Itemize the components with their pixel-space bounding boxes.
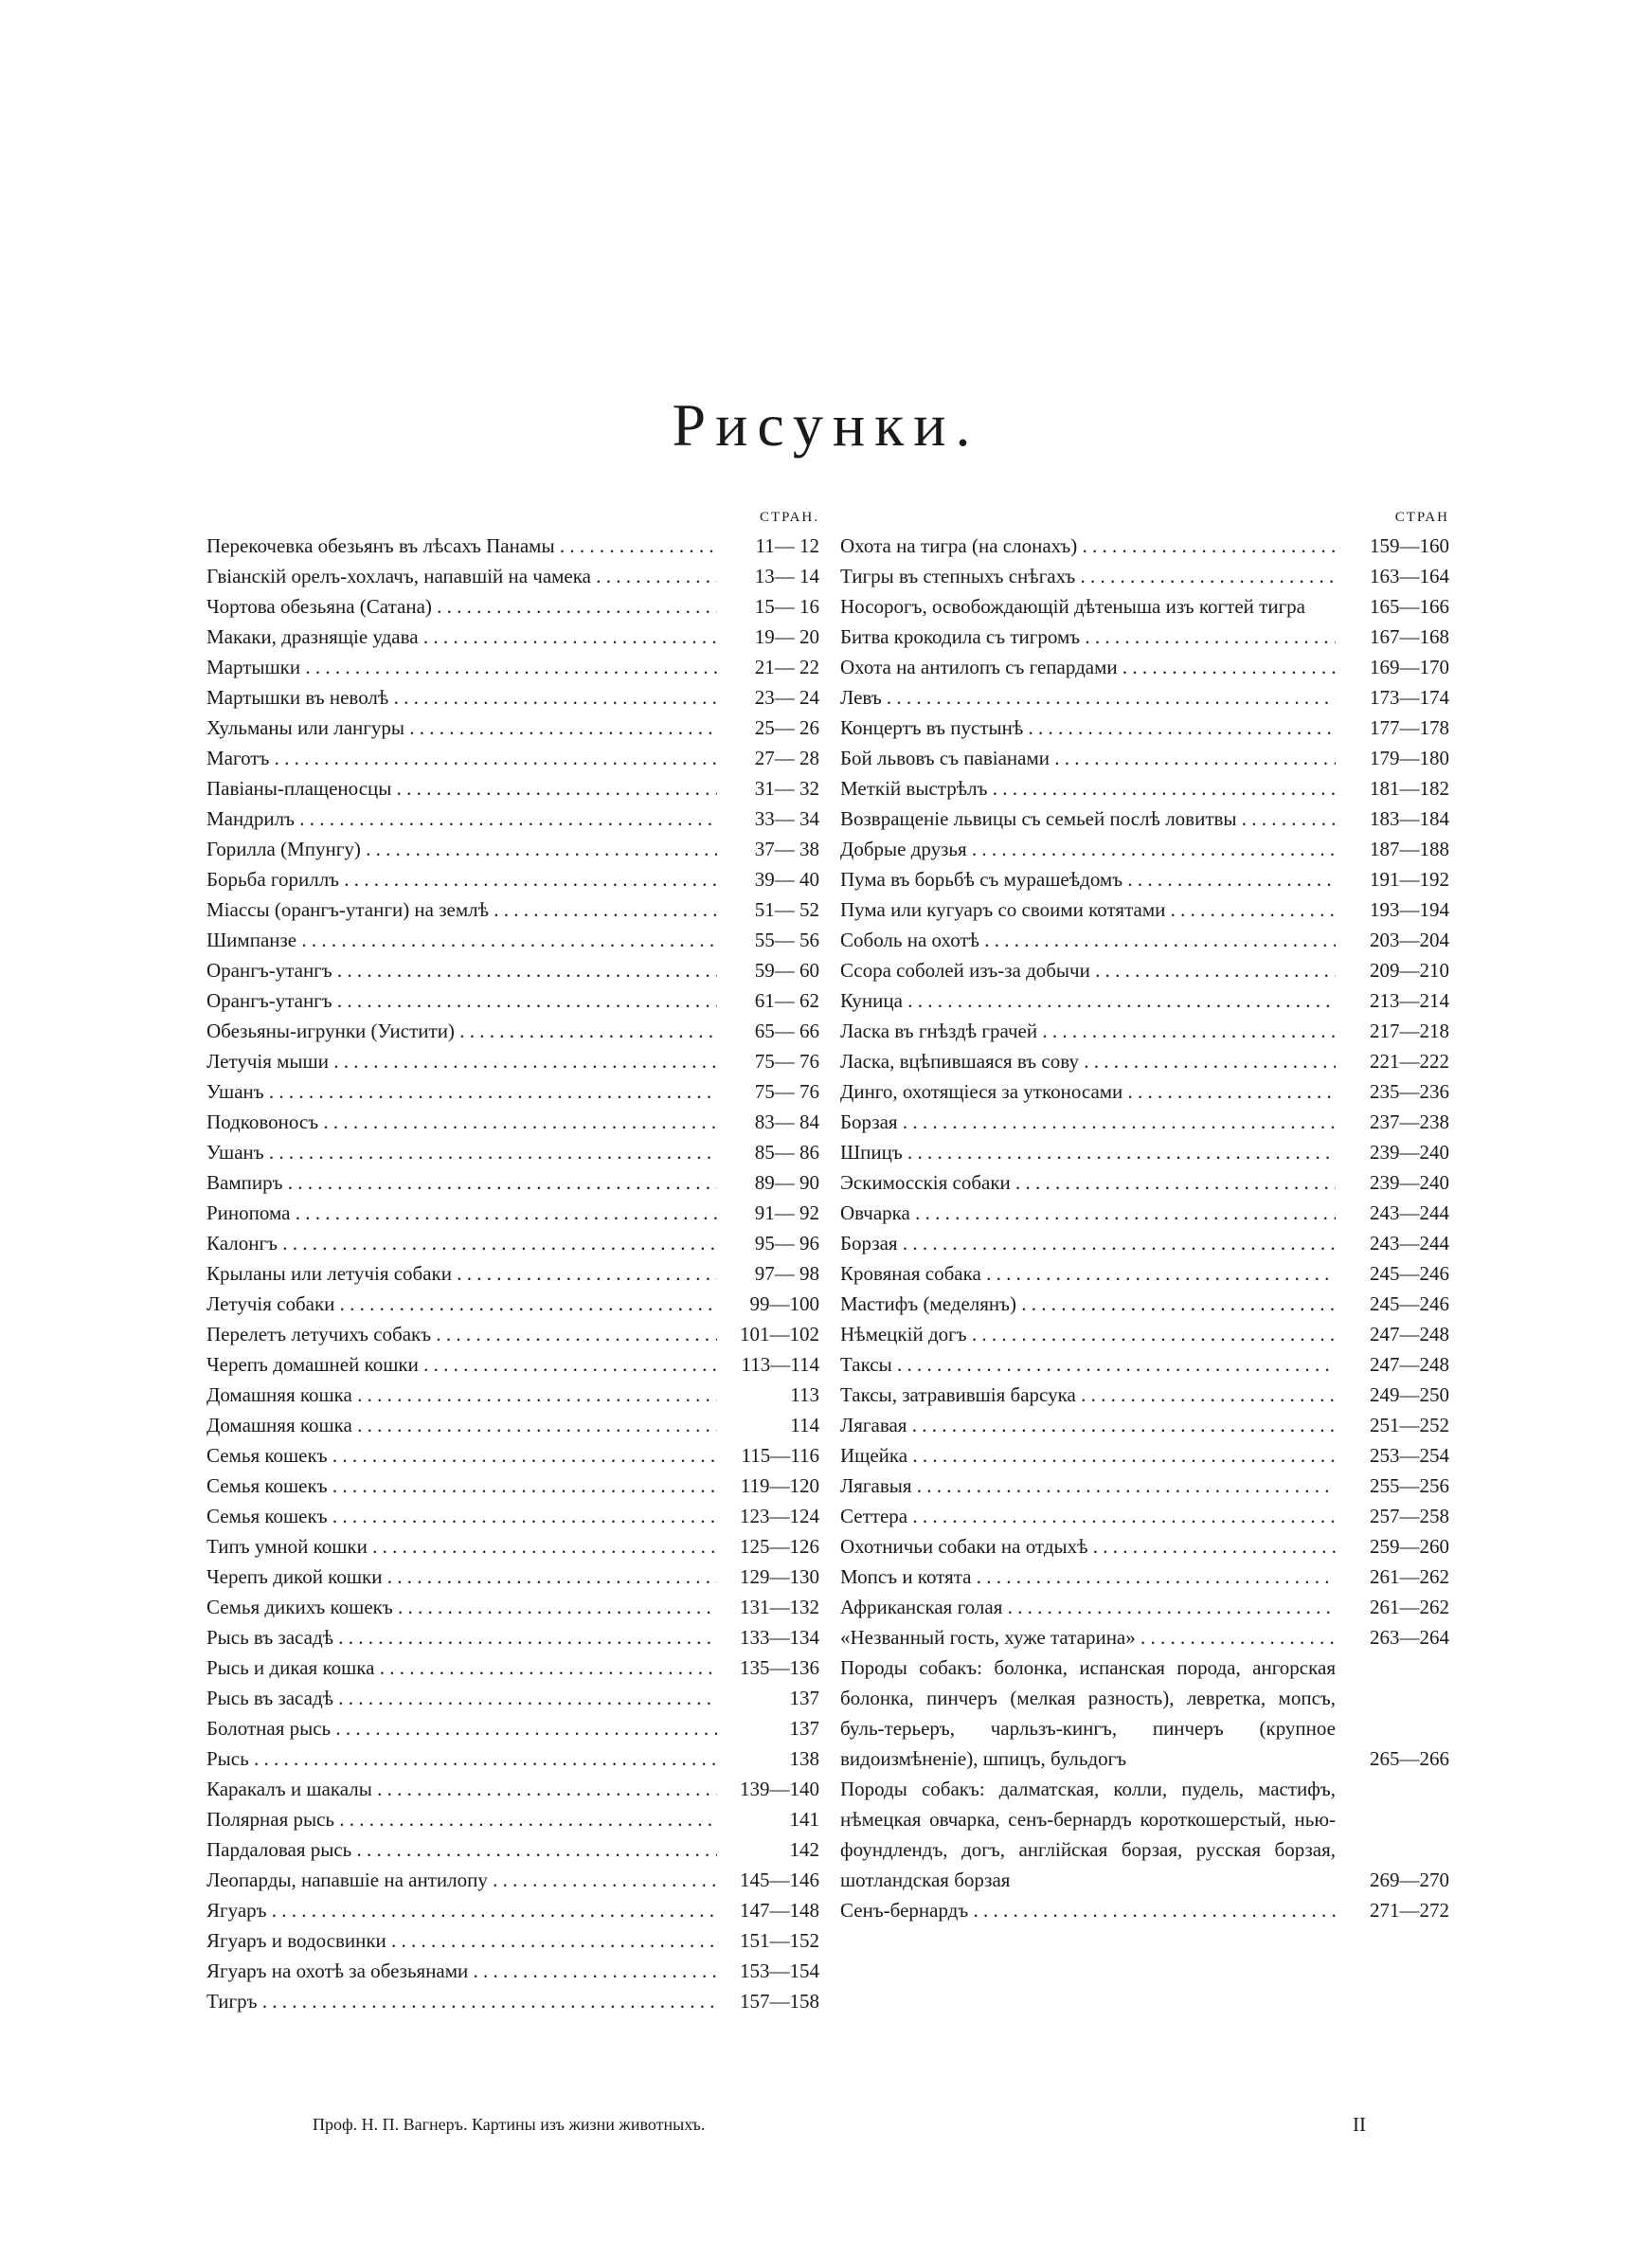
entry-pages: 89— 90 bbox=[754, 1171, 819, 1194]
contents-entry bbox=[206, 1137, 819, 1167]
entry-pages: 142 bbox=[789, 1838, 819, 1861]
contents-entry bbox=[206, 1834, 819, 1865]
entry-title: Ягуаръ . . . bbox=[206, 1895, 717, 1925]
entry-title: Охота на тигра (на слонахъ) . . . bbox=[840, 531, 1336, 561]
contents-entry bbox=[840, 1501, 1449, 1531]
entry-title: Шпицъ . . . bbox=[840, 1137, 1336, 1167]
entry-title: Породы собакъ: болонка, испанская порода, ангорская болонка, пинчеръ (мелкая разность), левретка, мопсъ, буль-терьеръ, чарльзъ-кингъ, пинчеръ (крупное видоизмѣненіе), шпицъ, бульдогъ bbox=[840, 1656, 1336, 1770]
entry-pages: 251—252 bbox=[1370, 1414, 1449, 1436]
contents-entry bbox=[206, 1349, 819, 1380]
entry-pages: 27— 28 bbox=[754, 747, 819, 769]
contents-entry bbox=[206, 1895, 819, 1925]
contents-entry bbox=[206, 1743, 819, 1774]
entry-title: Добрые друзья . . . bbox=[840, 834, 1336, 864]
entry-pages: 39— 40 bbox=[754, 868, 819, 891]
contents-entry bbox=[206, 682, 819, 713]
entry-title: Семья кошекъ . . . bbox=[206, 1501, 717, 1531]
contents-entry bbox=[206, 925, 819, 955]
entry-pages: 193—194 bbox=[1370, 898, 1449, 921]
entry-title: Кровяная собака . . . bbox=[840, 1258, 1336, 1289]
entry-title: Пардаловая рысь . . . bbox=[206, 1834, 717, 1865]
contents-entry bbox=[840, 1076, 1449, 1107]
entry-title: Полярная рысь . . . bbox=[206, 1804, 717, 1834]
entry-title: Маготъ . . . bbox=[206, 743, 717, 773]
contents-entry bbox=[840, 1258, 1449, 1289]
contents-entry bbox=[206, 1471, 819, 1501]
contents-entry bbox=[840, 591, 1449, 622]
contents-entry bbox=[206, 1713, 819, 1743]
entry-title: Охота на антилопъ съ гепардами . . . bbox=[840, 652, 1336, 682]
contents-entry bbox=[206, 1956, 819, 1986]
contents-entry bbox=[206, 894, 819, 925]
contents-entry bbox=[840, 1652, 1449, 1774]
entry-pages: 159—160 bbox=[1370, 534, 1449, 557]
entry-title: Сенъ-бернардъ . . . bbox=[840, 1895, 1336, 1925]
entry-pages: 165—166 bbox=[1370, 595, 1449, 618]
entry-pages: 257—258 bbox=[1370, 1505, 1449, 1527]
contents-entry bbox=[840, 1562, 1449, 1592]
contents-entry bbox=[206, 1046, 819, 1076]
entry-title: Битва крокодила съ тигромъ . . . bbox=[840, 622, 1336, 652]
contents-entry bbox=[206, 1167, 819, 1198]
entry-title: Перелетъ летучихъ собакъ . . . bbox=[206, 1319, 717, 1349]
page-number: II bbox=[1353, 2113, 1366, 2136]
entry-title: Мопсъ и котята . . . bbox=[840, 1562, 1336, 1592]
entry-title: Семья кошекъ . . . bbox=[206, 1440, 717, 1471]
entry-pages: 137 bbox=[789, 1717, 819, 1740]
contents-entry bbox=[840, 1622, 1449, 1652]
entry-pages: 245—246 bbox=[1370, 1262, 1449, 1285]
contents-entry bbox=[206, 1652, 819, 1683]
right-entries bbox=[840, 531, 1449, 1925]
contents-entry bbox=[206, 1380, 819, 1410]
entry-title: Чортова обезьяна (Сатана) . . . bbox=[206, 591, 717, 622]
entry-pages: 91— 92 bbox=[754, 1201, 819, 1224]
entry-pages: 181—182 bbox=[1370, 777, 1449, 800]
entry-title: Обезьяны-игрунки (Уистити) . . . bbox=[206, 1016, 717, 1046]
entry-pages: 125—126 bbox=[740, 1535, 819, 1558]
entry-title: Левъ . . . bbox=[840, 682, 1336, 713]
entry-pages: 271—272 bbox=[1370, 1899, 1449, 1922]
entry-title: Хульманы или лангуры . . . bbox=[206, 713, 717, 743]
entry-title: Шимпанзе . . . bbox=[206, 925, 717, 955]
contents-entry bbox=[840, 803, 1449, 834]
contents-entry bbox=[206, 1986, 819, 2016]
entry-title: Ушанъ . . . bbox=[206, 1076, 717, 1107]
entry-pages: 75— 76 bbox=[754, 1080, 819, 1103]
entry-title: Куница . . . bbox=[840, 985, 1336, 1016]
entry-title: Охотничьи собаки на отдыхѣ . . . bbox=[840, 1531, 1336, 1562]
entry-pages: 123—124 bbox=[740, 1505, 819, 1527]
entry-pages: 173—174 bbox=[1370, 686, 1449, 709]
entry-title: Орангъ-утангъ . . . bbox=[206, 955, 717, 985]
entry-title: Гвіанскій орелъ-хохлачъ, напавшій на чамека . . . bbox=[206, 561, 717, 591]
entry-pages: 37— 38 bbox=[754, 838, 819, 860]
contents-entry bbox=[840, 622, 1449, 652]
contents-entry bbox=[840, 1016, 1449, 1046]
entry-pages: 147—148 bbox=[740, 1899, 819, 1922]
entry-pages: 99—100 bbox=[749, 1292, 819, 1315]
contents-entry bbox=[840, 1895, 1449, 1925]
left-entries bbox=[206, 531, 819, 2016]
entry-title: Семья дикихъ кошекъ . . . bbox=[206, 1592, 717, 1622]
entry-title: Пума или кугуаръ со своими котятами . . . bbox=[840, 894, 1336, 925]
entry-title: Крыланы или летучія собаки . . . bbox=[206, 1258, 717, 1289]
entry-title: Борьба гориллъ . . . bbox=[206, 864, 717, 894]
contents-entry bbox=[840, 561, 1449, 591]
contents-entry bbox=[840, 743, 1449, 773]
entry-title: Возвращеніе львицы съ семьей послѣ ловитвы . . . bbox=[840, 803, 1336, 834]
contents-entry bbox=[206, 713, 819, 743]
entry-pages: 255—256 bbox=[1370, 1474, 1449, 1497]
entry-pages: 13— 14 bbox=[754, 565, 819, 587]
entry-title: Эскимосскія собаки . . . bbox=[840, 1167, 1336, 1198]
contents-entry bbox=[206, 834, 819, 864]
entry-pages: 265—266 bbox=[1370, 1747, 1449, 1770]
entry-pages: 259—260 bbox=[1370, 1535, 1449, 1558]
contents-entry bbox=[840, 1289, 1449, 1319]
entry-title: Болотная рысь . . . bbox=[206, 1713, 717, 1743]
contents-entry bbox=[206, 864, 819, 894]
contents-entry bbox=[840, 1137, 1449, 1167]
entry-pages: 157—158 bbox=[740, 1990, 819, 2013]
entry-title: Пума въ борьбѣ съ мурашеѣдомъ . . . bbox=[840, 864, 1336, 894]
contents-entry bbox=[840, 1380, 1449, 1410]
contents-entry bbox=[840, 652, 1449, 682]
contents-entry bbox=[206, 1016, 819, 1046]
entry-title: Меткій выстрѣлъ . . . bbox=[840, 773, 1336, 803]
entry-pages: 235—236 bbox=[1370, 1080, 1449, 1103]
entry-title: Концертъ въ пустынѣ . . . bbox=[840, 713, 1336, 743]
entry-title: Подковоносъ . . . bbox=[206, 1107, 717, 1137]
entry-title: Міассы (орангъ-утанги) на землѣ . . . bbox=[206, 894, 717, 925]
contents-entry bbox=[840, 1107, 1449, 1137]
contents-entry bbox=[206, 652, 819, 682]
contents-entry bbox=[840, 531, 1449, 561]
entry-title: Мартышки . . . bbox=[206, 652, 717, 682]
contents-entry bbox=[840, 713, 1449, 743]
contents-entry bbox=[206, 1531, 819, 1562]
contents-entry bbox=[840, 682, 1449, 713]
contents-entry bbox=[206, 1804, 819, 1834]
entry-title: Мартышки въ неволѣ . . . bbox=[206, 682, 717, 713]
contents-entry bbox=[840, 834, 1449, 864]
contents-entry bbox=[840, 864, 1449, 894]
entry-title: Носорогъ, освобождающій дѣтеныша изъ когтей тигра bbox=[840, 595, 1305, 618]
entry-title: Таксы . . . bbox=[840, 1349, 1336, 1380]
entry-pages: 187—188 bbox=[1370, 838, 1449, 860]
entry-pages: 167—168 bbox=[1370, 625, 1449, 648]
entry-pages: 131—132 bbox=[740, 1596, 819, 1618]
entry-title: Ласка, вцѣпившаяся въ сову . . . bbox=[840, 1046, 1336, 1076]
entry-title: Рысь въ засадѣ . . . bbox=[206, 1622, 717, 1652]
entry-pages: 191—192 bbox=[1370, 868, 1449, 891]
entry-pages: 217—218 bbox=[1370, 1020, 1449, 1042]
entry-pages: 269—270 bbox=[1370, 1869, 1449, 1891]
entry-title: Летучія мыши . . . bbox=[206, 1046, 717, 1076]
entry-pages: 129—130 bbox=[740, 1565, 819, 1588]
entry-pages: 135—136 bbox=[740, 1656, 819, 1679]
entry-title: Сеттера . . . bbox=[840, 1501, 1336, 1531]
entry-title: Перекочевка обезьянъ въ лѣсахъ Панамы . . . bbox=[206, 531, 717, 561]
entry-pages: 139—140 bbox=[740, 1778, 819, 1800]
entry-title: Рысь въ засадѣ . . . bbox=[206, 1683, 717, 1713]
entry-pages: 243—244 bbox=[1370, 1201, 1449, 1224]
entry-pages: 249—250 bbox=[1370, 1383, 1449, 1406]
entry-title: Рысь . . . bbox=[206, 1743, 717, 1774]
entry-pages: 247—248 bbox=[1370, 1353, 1449, 1376]
entry-pages: 15— 16 bbox=[754, 595, 819, 618]
entry-title: Нѣмецкій догъ . . . bbox=[840, 1319, 1336, 1349]
entry-title: Горилла (Мпунгу) . . . bbox=[206, 834, 717, 864]
contents-entry bbox=[840, 894, 1449, 925]
entry-title: Ринопома . . . bbox=[206, 1198, 717, 1228]
entry-pages: 153—154 bbox=[740, 1959, 819, 1982]
entry-pages: 141 bbox=[789, 1808, 819, 1831]
contents-entry bbox=[840, 1774, 1449, 1895]
contents-entry bbox=[840, 1167, 1449, 1198]
entry-title: Динго, охотящіеся за утконосами . . . bbox=[840, 1076, 1336, 1107]
entry-pages: 101—102 bbox=[740, 1323, 819, 1345]
contents-entry bbox=[840, 1319, 1449, 1349]
entry-title: Бой львовъ съ павіанами . . . bbox=[840, 743, 1336, 773]
entry-pages: 263—264 bbox=[1370, 1626, 1449, 1649]
entry-pages: 19— 20 bbox=[754, 625, 819, 648]
entry-title: Ласка въ гнѣздѣ грачей . . . bbox=[840, 1016, 1336, 1046]
contents-entry bbox=[206, 1198, 819, 1228]
entry-pages: 85— 86 bbox=[754, 1141, 819, 1164]
contents-entry bbox=[206, 561, 819, 591]
entry-title: Орангъ-утангъ . . . bbox=[206, 985, 717, 1016]
entry-title: Павіаны-плащеносцы . . . bbox=[206, 773, 717, 803]
entry-pages: 25— 26 bbox=[754, 716, 819, 739]
entry-title: Африканская голая . . . bbox=[840, 1592, 1336, 1622]
contents-entry bbox=[206, 1258, 819, 1289]
entry-pages: 51— 52 bbox=[754, 898, 819, 921]
entry-pages: 115—116 bbox=[741, 1444, 819, 1467]
entry-pages: 133—134 bbox=[740, 1626, 819, 1649]
contents-entry bbox=[206, 1865, 819, 1895]
entry-pages: 247—248 bbox=[1370, 1323, 1449, 1345]
entry-pages: 75— 76 bbox=[754, 1050, 819, 1073]
contents-entry bbox=[206, 1622, 819, 1652]
entry-title: Летучія собаки . . . bbox=[206, 1289, 717, 1319]
entry-title: Домашняя кошка . . . bbox=[206, 1380, 717, 1410]
entry-pages: 145—146 bbox=[740, 1869, 819, 1891]
contents-entry bbox=[840, 925, 1449, 955]
entry-pages: 163—164 bbox=[1370, 565, 1449, 587]
entry-title: Черепъ дикой кошки . . . bbox=[206, 1562, 717, 1592]
entry-pages: 151—152 bbox=[740, 1929, 819, 1952]
entry-title: Ушанъ . . . bbox=[206, 1137, 717, 1167]
entry-title: Борзая . . . bbox=[840, 1228, 1336, 1258]
contents-entry bbox=[206, 1107, 819, 1137]
entry-pages: 243—244 bbox=[1370, 1232, 1449, 1255]
page-title: Рисунки. bbox=[672, 391, 980, 459]
contents-entry bbox=[206, 1562, 819, 1592]
contents-entry bbox=[840, 1228, 1449, 1258]
entry-title: Ищейка . . . bbox=[840, 1440, 1336, 1471]
entry-pages: 31— 32 bbox=[754, 777, 819, 800]
entry-pages: 203—204 bbox=[1370, 929, 1449, 951]
entry-title: Черепъ домашней кошки . . . bbox=[206, 1349, 717, 1380]
entry-pages: 245—246 bbox=[1370, 1292, 1449, 1315]
entry-title: Соболь на охотѣ . . . bbox=[840, 925, 1336, 955]
entry-pages: 55— 56 bbox=[754, 929, 819, 951]
right-column bbox=[840, 504, 1449, 1925]
entry-title: Макаки, дразнящіе удава . . . bbox=[206, 622, 717, 652]
contents-entry bbox=[206, 1228, 819, 1258]
contents-entry bbox=[206, 1592, 819, 1622]
entry-title: Лягавыя . . . bbox=[840, 1471, 1336, 1501]
left-column bbox=[206, 504, 819, 2016]
contents-entry bbox=[840, 955, 1449, 985]
contents-entry bbox=[840, 1592, 1449, 1622]
contents-entry bbox=[206, 531, 819, 561]
entry-title: Ягуаръ на охотѣ за обезьянами . . . bbox=[206, 1956, 717, 1986]
entry-pages: 23— 24 bbox=[754, 686, 819, 709]
footer-caption: Проф. Н. П. Вагнеръ. Картины изъ жизни животныхъ. bbox=[313, 2115, 706, 2134]
contents-entry bbox=[840, 1198, 1449, 1228]
entry-pages: 177—178 bbox=[1370, 716, 1449, 739]
entry-pages: 239—240 bbox=[1370, 1141, 1449, 1164]
entry-title: «Незванный гость, хуже татарина» . . . bbox=[840, 1622, 1336, 1652]
contents-entry bbox=[206, 985, 819, 1016]
entry-title: Мастифъ (меделянъ) . . . bbox=[840, 1289, 1336, 1319]
left-column-header: СТРАН. bbox=[759, 510, 819, 525]
entry-pages: 261—262 bbox=[1370, 1596, 1449, 1618]
contents-entry bbox=[206, 743, 819, 773]
entry-title: Рысь и дикая кошка . . . bbox=[206, 1652, 717, 1683]
entry-pages: 239—240 bbox=[1370, 1171, 1449, 1194]
entry-title: Таксы, затравившія барсука . . . bbox=[840, 1380, 1336, 1410]
entry-title: Семья кошекъ . . . bbox=[206, 1471, 717, 1501]
entry-title: Породы собакъ: далматская, колли, пудель, мастифъ, нѣмецкая овчарка, сенъ-бернардъ короткошерстый, нью-фоундлендъ, догъ, англійская борзая, русская борзая, шотландская борзая bbox=[840, 1778, 1336, 1891]
entry-pages: 83— 84 bbox=[754, 1110, 819, 1133]
contents-entry bbox=[840, 1471, 1449, 1501]
entry-pages: 119—120 bbox=[740, 1474, 819, 1497]
contents-entry bbox=[206, 1925, 819, 1956]
entry-pages: 138 bbox=[789, 1747, 819, 1770]
contents-entry bbox=[206, 955, 819, 985]
entry-pages: 261—262 bbox=[1370, 1565, 1449, 1588]
contents-entry bbox=[206, 1410, 819, 1440]
contents-entry bbox=[206, 1501, 819, 1531]
contents-entry bbox=[206, 1319, 819, 1349]
contents-entry bbox=[840, 1349, 1449, 1380]
entry-title: Каракалъ и шакалы . . . bbox=[206, 1774, 717, 1804]
entry-pages: 114 bbox=[790, 1414, 819, 1436]
entry-title: Домашняя кошка . . . bbox=[206, 1410, 717, 1440]
entry-pages: 113 bbox=[790, 1383, 819, 1406]
entry-pages: 253—254 bbox=[1370, 1444, 1449, 1467]
entry-pages: 11— 12 bbox=[755, 534, 819, 557]
entry-pages: 61— 62 bbox=[754, 989, 819, 1012]
contents-entry bbox=[206, 622, 819, 652]
contents-entry bbox=[206, 1076, 819, 1107]
entry-pages: 33— 34 bbox=[754, 807, 819, 830]
right-column-header: СТРАН bbox=[1394, 510, 1449, 525]
entry-title: Лягавая . . . bbox=[840, 1410, 1336, 1440]
contents-entry bbox=[840, 1440, 1449, 1471]
contents-entry bbox=[206, 1289, 819, 1319]
entry-pages: 213—214 bbox=[1370, 989, 1449, 1012]
contents-entry bbox=[840, 1531, 1449, 1562]
entry-pages: 183—184 bbox=[1370, 807, 1449, 830]
entry-pages: 21— 22 bbox=[754, 656, 819, 678]
entry-title: Мандрилъ . . . bbox=[206, 803, 717, 834]
entry-pages: 221—222 bbox=[1370, 1050, 1449, 1073]
contents-entry bbox=[206, 591, 819, 622]
entry-pages: 169—170 bbox=[1370, 656, 1449, 678]
entry-pages: 179—180 bbox=[1370, 747, 1449, 769]
entry-title: Тигры въ степныхъ снѣгахъ . . . bbox=[840, 561, 1336, 591]
entry-title: Овчарка . . . bbox=[840, 1198, 1336, 1228]
entry-pages: 95— 96 bbox=[754, 1232, 819, 1255]
entry-title: Вампиръ . . . bbox=[206, 1167, 717, 1198]
contents-entry bbox=[840, 1046, 1449, 1076]
entry-title: Тигръ . . . bbox=[206, 1986, 717, 2016]
contents-entry bbox=[206, 1683, 819, 1713]
entry-pages: 137 bbox=[789, 1687, 819, 1709]
contents-entry bbox=[840, 985, 1449, 1016]
entry-pages: 97— 98 bbox=[754, 1262, 819, 1285]
entry-title: Ягуаръ и водосвинки . . . bbox=[206, 1925, 717, 1956]
contents-entry bbox=[840, 773, 1449, 803]
contents-entry bbox=[206, 803, 819, 834]
entry-title: Борзая . . . bbox=[840, 1107, 1336, 1137]
entry-pages: 65— 66 bbox=[754, 1020, 819, 1042]
entry-pages: 59— 60 bbox=[754, 959, 819, 982]
contents-entry bbox=[840, 1410, 1449, 1440]
entry-title: Калонгъ . . . bbox=[206, 1228, 717, 1258]
entry-title: Типъ умной кошки . . . bbox=[206, 1531, 717, 1562]
entry-pages: 209—210 bbox=[1370, 959, 1449, 982]
entry-pages: 237—238 bbox=[1370, 1110, 1449, 1133]
entry-pages: 113—114 bbox=[741, 1353, 819, 1376]
contents-entry bbox=[206, 1774, 819, 1804]
entry-title: Ссора соболей изъ-за добычи . . . bbox=[840, 955, 1336, 985]
contents-entry bbox=[206, 773, 819, 803]
entry-title: Леопарды, напавшіе на антилопу . . . bbox=[206, 1865, 717, 1895]
contents-entry bbox=[206, 1440, 819, 1471]
